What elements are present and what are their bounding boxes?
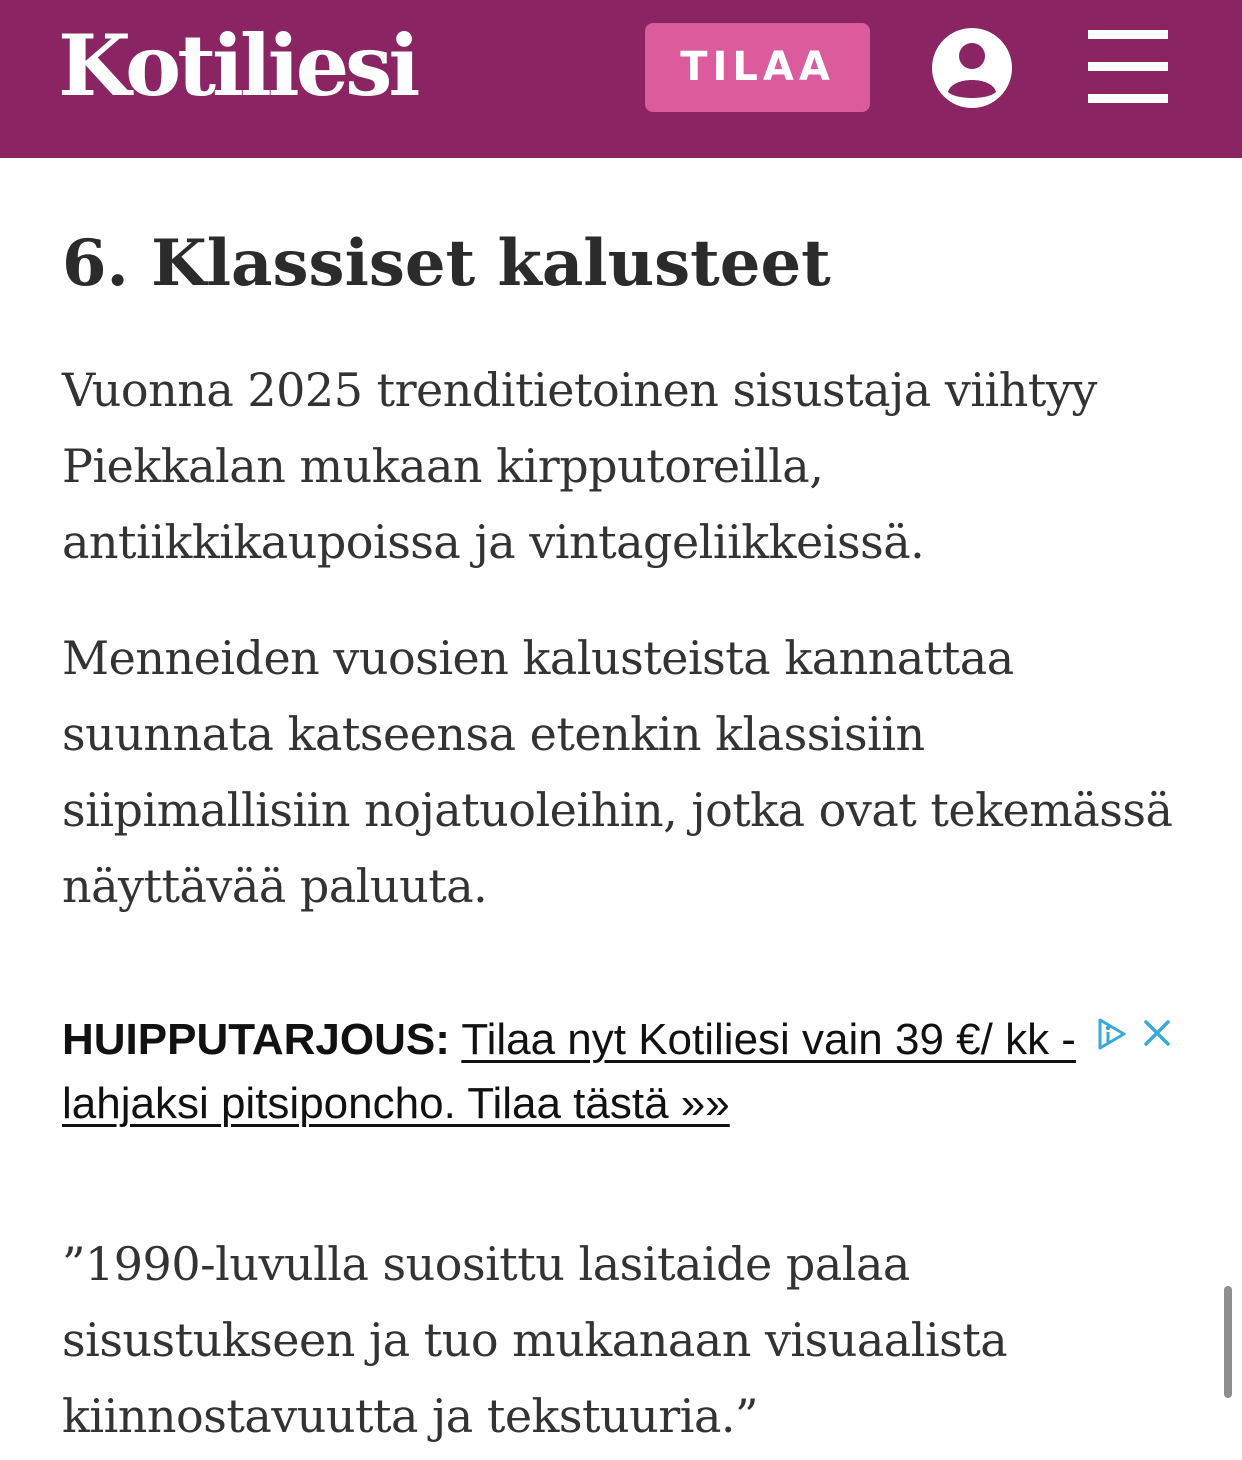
subscribe-button[interactable]: TILAA [645,23,870,112]
ad-label: HUIPPUTARJOUS: [62,1015,450,1064]
adchoices-icon[interactable] [1094,1016,1130,1052]
article-quote: ”1990-luvulla suosittu lasitaide palaa sisustukseen ja tuo mukanaan visuaalista kiinnostavuutta ja tekstuuria.” [62,1237,1008,1443]
article-paragraph: Menneiden vuosien kalusteista kannattaa suunnata katseensa etenkin klassisiin siipimallisiin nojatuoleihin, jotka ovat tekemässä näyttävää paluuta. [62,631,1173,913]
section-heading: 6. Klassiset kalusteet [62,226,831,301]
user-account-icon[interactable] [930,26,1014,110]
close-icon[interactable] [1140,1016,1174,1050]
ad-link[interactable]: Tilaa nyt Kotiliesi vain 39 €/ kk - lahjaksi pitsiponcho. Tilaa tästä »» [62,1015,1076,1128]
site-header [0,0,1242,158]
ad-banner [62,1008,1182,1136]
article-paragraph: Vuonna 2025 trenditietoinen sisustaja viihtyy Piekkalan mukaan kirpputoreilla, antiikkikaupoissa ja vintageliikkeissä. [62,363,1097,569]
site-logo[interactable]: Kotiliesi [58,16,417,115]
hamburger-menu-icon[interactable] [1088,30,1168,104]
scrollbar[interactable] [1224,1286,1232,1398]
